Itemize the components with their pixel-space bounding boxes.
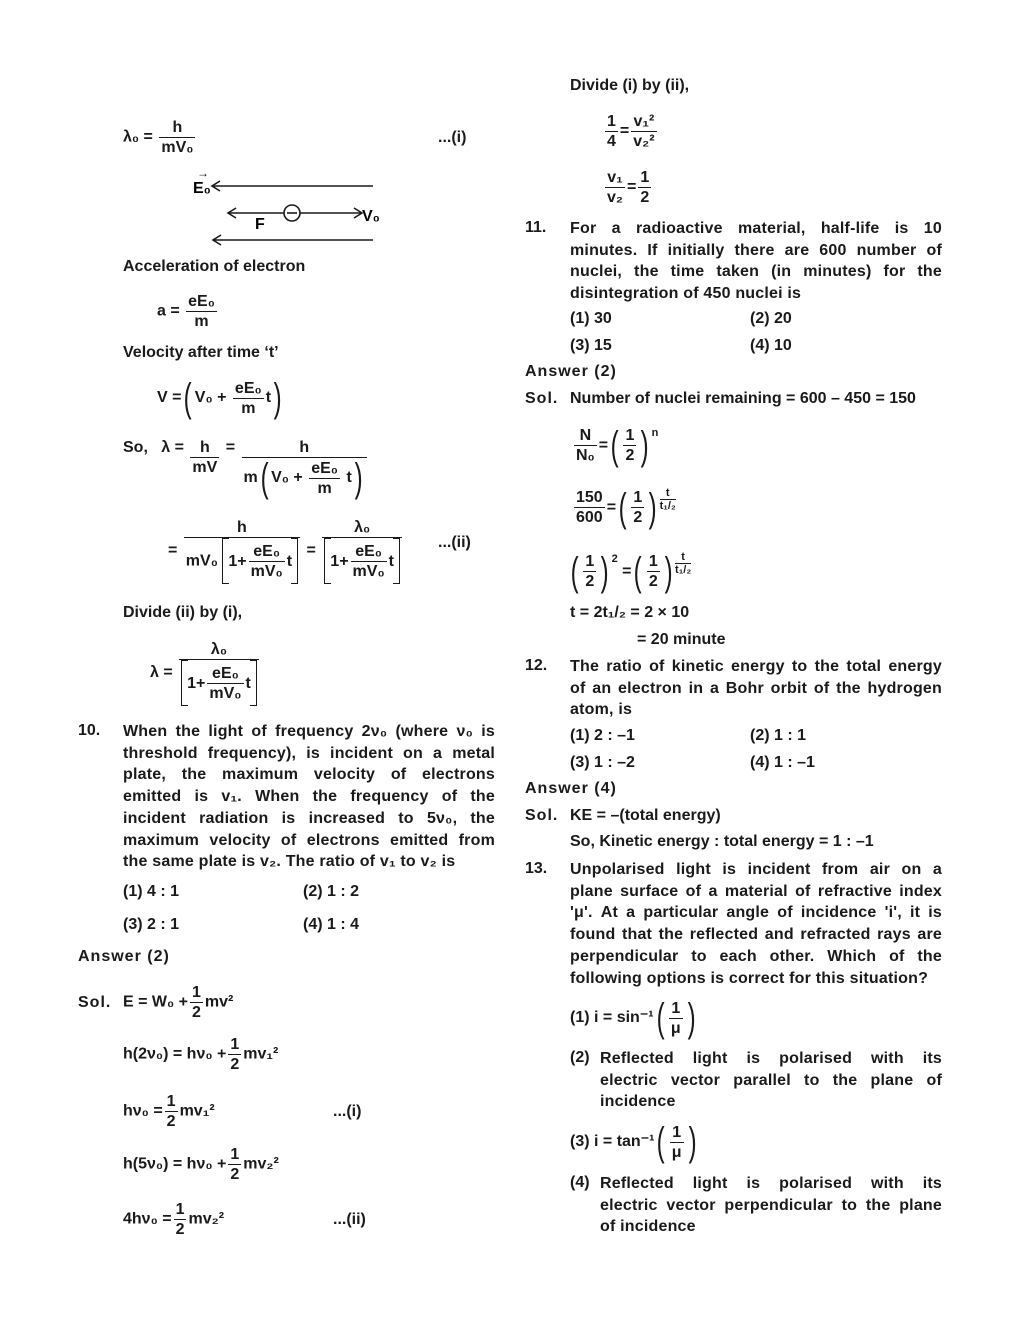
equation-final-lambda (150, 640, 261, 706)
eq-lhs: λ = (161, 439, 184, 456)
option-4: (4) 10 (750, 337, 792, 354)
text-line: threshold frequency), is incident on a metal (123, 744, 495, 762)
denominator: 1+ $\frac{\text{eE₀}}{\text{mV₀}}$ t (179, 660, 259, 706)
text-line: following options is correct for this situation? (570, 969, 929, 987)
fraction (242, 438, 368, 498)
question-12-text (570, 656, 942, 721)
solution-text: So, Kinetic energy : total energy = 1 : –1 (570, 833, 874, 850)
fraction (184, 518, 300, 584)
text-line: incident radiation is increased to 5ν₀, the (123, 809, 495, 827)
eq-lhs: V = (157, 389, 182, 407)
field-label: E₀ (193, 180, 211, 197)
text-line: Reflected light is polarised with its (600, 1050, 942, 1067)
electron-field-diagram (180, 165, 400, 250)
text-line: nuclei, the time taken (in minutes) for the (570, 263, 942, 281)
solution-label: Sol. (525, 807, 559, 824)
denominator: mV (192, 459, 218, 476)
divide-heading: Divide (ii) by (i), (123, 604, 243, 621)
text-line: emitted is v₁. When the frequency of the (123, 788, 495, 806)
solution-text: Number of nuclei remaining = 600 – 450 = 150 (570, 390, 916, 407)
numerator: h (242, 438, 368, 458)
answer: Answer (2) (78, 948, 170, 965)
text-line: minutes. If initially there are 600 number of (570, 241, 942, 259)
equation-ii (168, 518, 404, 584)
term: V₀ + (194, 389, 227, 407)
option-4 (600, 1173, 942, 1238)
option-4: (4) 1 : 4 (303, 916, 360, 933)
text-line: of an electron in a Bohr orbit of the hydrogen (570, 679, 942, 697)
option-2: (2) 20 (750, 310, 792, 327)
text-line: electric vector parallel to the plane of (600, 1071, 942, 1089)
equation-decay: $\frac{N}{\text{N₀}}$ =( $\frac{1}{2}$ ) $^n$ (576, 423, 659, 468)
text-line: Reflected light is polarised with its (600, 1175, 942, 1192)
solution-equation: hν₀ = $\frac{1}{2}$ mv₁² (123, 1093, 215, 1130)
term: t (265, 389, 272, 407)
option-3: (3) i = tan⁻¹( $\frac{1}{\mu}$ ) (570, 1120, 697, 1164)
question-11-text (570, 218, 942, 305)
question-number: 10. (78, 722, 101, 739)
option-4-label: (4) (570, 1174, 590, 1191)
fraction (179, 640, 259, 706)
denominator: m( V₀ + $\frac{\text{eE₀}}{m}$ t) (243, 456, 363, 500)
numerator: h (159, 118, 195, 138)
text-line: the same plate is v₂. The ratio of v₁ to v₂ is (123, 853, 456, 871)
option-2: (2) 1 : 2 (303, 883, 360, 900)
option-2-label: (2) (570, 1049, 590, 1066)
option-1: (1) 4 : 1 (123, 883, 180, 900)
text-line: 'μ'. At a particular angle of incidence 'i', it is (570, 904, 942, 922)
answer: Answer (4) (525, 780, 617, 797)
eq-lhs: λ = (150, 664, 173, 682)
solution-label: Sol. (525, 390, 559, 407)
equation-tag: ...(ii) (438, 534, 471, 551)
acceleration-heading: Acceleration of electron (123, 258, 306, 275)
divide-heading: Divide (i) by (ii), (570, 77, 690, 94)
numerator: h (190, 438, 219, 458)
option-4: (4) 1 : –1 (750, 754, 815, 771)
prefix: So, (123, 439, 148, 456)
option-2 (600, 1048, 942, 1113)
text-line: The ratio of kinetic energy to the total energy (570, 658, 942, 675)
velocity-label: V₀ (362, 208, 380, 225)
text-line: incidence (600, 1093, 676, 1111)
equation-decay-values: $\frac{150}{600}$ =( $\frac{1}{2}$ ) $\frac{t}{\text{t₁/₂}}$ (576, 485, 676, 530)
option-1: (1) i = sin⁻¹( $\frac{1}{\mu}$ ) (570, 996, 696, 1040)
question-10-text (123, 721, 495, 873)
equation-acceleration (157, 292, 219, 331)
velocity-heading: Velocity after time ‘t’ (123, 344, 279, 361)
equation-decay-power: ( $\frac{1}{2}$ ) $^2$ =( $\frac{1}{2}$ ) $\frac{t}{\text{t₁/₂}}$ (570, 549, 692, 594)
equation-velocity: V =( V₀ + $\frac{\text{eE₀}}{m}$ t) (157, 376, 282, 420)
solution-text: KE = –(total energy) (570, 807, 721, 824)
solution-label: Sol. (78, 994, 112, 1011)
solution-text: = 20 minute (637, 631, 726, 648)
solution-equation: 4hν₀ = $\frac{1}{2}$ mv₂² (123, 1201, 225, 1238)
text-line: of incidence (600, 1218, 696, 1236)
solution-equation: h(5ν₀) = hν₀ + $\frac{1}{2}$ mv₂² (123, 1146, 279, 1183)
text-line: When the light of frequency 2ν₀ (where ν₀ is (123, 723, 495, 740)
force-label: F (255, 216, 265, 233)
numerator: eE₀ (234, 379, 262, 397)
equation-ratio: $\frac{\text{v₁}}{\text{v₂}}$ = $\frac{1}{2}$ (607, 169, 650, 206)
equation-tag: ...(ii) (333, 1211, 366, 1228)
eq-lhs: a = (157, 302, 180, 320)
question-13-text (570, 859, 942, 989)
text-line: atom, is (570, 701, 633, 719)
text-line: maximum velocity of electrons emitted from (123, 831, 495, 849)
equals: = (168, 542, 178, 560)
numerator: h (184, 518, 300, 538)
numerator: λ₀ (322, 518, 402, 538)
solution-equation: h(2ν₀) = hν₀ + $\frac{1}{2}$ mv₁² (123, 1036, 279, 1073)
fraction (233, 379, 264, 418)
fraction (159, 118, 195, 157)
solution-equation: E = W₀ + $\frac{1}{2}$ mv² (123, 984, 234, 1021)
option-3: (3) 2 : 1 (123, 916, 180, 933)
numerator: eE₀ (188, 293, 215, 310)
text-line: disintegration of 450 nuclei is (570, 285, 802, 303)
option-2: (2) 1 : 1 (750, 727, 807, 744)
fraction (190, 438, 219, 477)
option-1: (1) 2 : –1 (570, 727, 635, 744)
denominator: mV₀ 1+ $\frac{\text{eE₀}}{\text{mV₀}}$ t (184, 538, 300, 584)
equation-tag: ...(i) (333, 1103, 362, 1120)
eq-lhs: λ₀ = (123, 128, 153, 146)
text-line: found that the reflected and refracted rays are (570, 926, 942, 944)
equation-lambda0 (123, 118, 197, 157)
equation-so (123, 438, 369, 498)
fraction (186, 292, 217, 331)
question-number: 11. (525, 219, 547, 236)
vector-arrow-icon: → (197, 166, 209, 180)
numerator: λ₀ (179, 640, 259, 660)
equation-tag: ...(i) (438, 129, 467, 146)
question-number: 13. (525, 860, 548, 877)
denominator: m (194, 313, 209, 330)
text-line: Unpolarised light is incident from air on a (570, 861, 942, 878)
option-3: (3) 1 : –2 (570, 754, 635, 771)
text-line: For a radioactive material, half-life is 10 (570, 220, 942, 237)
text-line: plane surface of a material of refractive index (570, 882, 942, 900)
text-line: plate, the maximum velocity of electrons (123, 766, 495, 784)
text-line: perpendicular to each other. Which of the (570, 947, 942, 965)
denominator: m (241, 399, 256, 417)
denominator: mV₀ (161, 139, 194, 156)
question-number: 12. (525, 657, 548, 674)
equals: = (225, 439, 236, 456)
answer: Answer (2) (525, 363, 617, 380)
text-line: electric vector perpendicular to the plane (600, 1196, 942, 1214)
option-3: (3) 15 (570, 337, 612, 354)
equals: = (306, 542, 316, 560)
fraction (322, 518, 402, 584)
denominator: 1+ $\frac{\text{eE₀}}{\text{mV₀}}$ t (322, 538, 402, 584)
solution-text: t = 2t₁/₂ = 2 × 10 (570, 604, 690, 621)
option-1: (1) 30 (570, 310, 612, 327)
equation-ratio-squared: $\frac{1}{4}$ = $\frac{\text{v₁²}}{\text{v₂²}}$ (607, 113, 655, 150)
